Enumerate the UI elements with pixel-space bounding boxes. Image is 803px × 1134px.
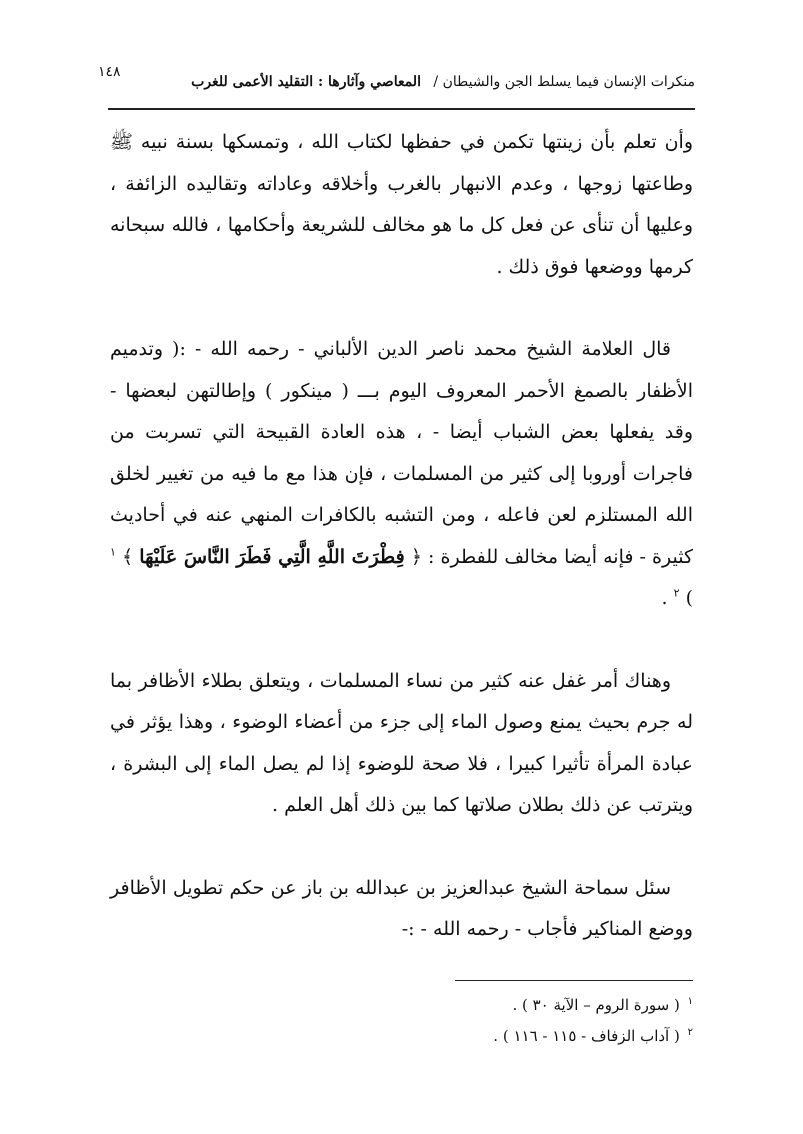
paragraph-4: سئل سماحة الشيخ عبدالعزيز بن عبدالله بن باز عن حكم تطويل الأظافر ووضع المناكير فأجاب - رحمه الله - :- bbox=[110, 876, 693, 940]
header-chapter-title: المعاصي وآثارها : التقليد الأعمى للغرب bbox=[191, 74, 421, 90]
header-book-title: منكرات الإنسان فيما يسلط الجن والشيطان / bbox=[433, 74, 695, 90]
quran-close-bracket: ﴾ bbox=[122, 545, 134, 568]
paragraph-1: وأن تعلم بأن زينتها تكمن في حفظها لكتاب الله ، وتمسكها بسنة نبيه ﷺ وطاعتها زوجها ، وعدم الانبهار بالغرب وأخلاقه وعاداته وتقاليده الزائفة ، وعليها أن تنأى عن فعل كل ما هو مخالف للشريعة وأحكامها ، فالله سبحانه كرمها ووضعها فوق ذلك . bbox=[110, 131, 693, 278]
footnote-number: ٢ bbox=[687, 1027, 693, 1038]
footnote-number: ١ bbox=[687, 996, 693, 1007]
footnotes bbox=[110, 990, 693, 1052]
footnote-text: ( سورة الروم – الآية ٣٠ ) . bbox=[512, 996, 680, 1014]
paragraph-2 bbox=[110, 329, 693, 620]
page-number: ١٤٨ bbox=[98, 64, 121, 80]
footnote-ref-2: ٢ bbox=[673, 586, 680, 600]
running-header bbox=[160, 74, 695, 90]
quran-verse: فِطْرَتَ اللَّهِ الَّتِي فَطَرَ النَّاسَ عَلَيْهَا bbox=[139, 545, 405, 568]
paragraph-end-mark: . bbox=[661, 587, 668, 609]
footnote-2 bbox=[110, 1021, 693, 1052]
paragraph-3: وهناك أمر غفل عنه كثير من نساء المسلمات ، ويتعلق بطلاء الأظافر بما له جرم بحيث يمنع وصول الماء إلى جزء من أعضاء الوضوء ، وهذا يؤثر في عبادة المرأة تأثيرا كبيرا ، فلا صحة للوضوء إذا لم يصل الماء إلى البشرة ، ويترتب عن ذلك بطلان صلاتها كما بين ذلك أهل العلم . bbox=[110, 669, 693, 816]
footnote-rule bbox=[455, 980, 693, 981]
header-rule bbox=[108, 108, 695, 110]
body-text bbox=[110, 122, 693, 951]
quote-closing-paren: ) bbox=[685, 587, 693, 609]
footnote-ref-1: ١ bbox=[110, 545, 116, 559]
footnote-1 bbox=[110, 990, 693, 1021]
footnote-text: ( آداب الزفاف - ١١٥ - ١١٦ ) . bbox=[493, 1027, 680, 1045]
albani-quote-text: قال العلامة الشيخ محمد ناصر الدين الألباني - رحمه الله - :( وتدميم الأظفار بالصمغ الأحمر المعروف اليوم بـــ ( مينكور ) وإطالتهن لبعضها - وقد يفعلها بعض الشباب أيضا - ، هذه العادة القبيحة التي تسربت من فاجرات أوروبا إلى كثير من المسلمات ، فإن هذا مع ما فيه من تغيير لخلق الله المستلزم لعن فاعله ، ومن التشبه بالكافرات المنهي عنه في أحاديث كثيرة - فإنه أيضا مخالف للفطرة : ﴿ bbox=[110, 338, 694, 568]
